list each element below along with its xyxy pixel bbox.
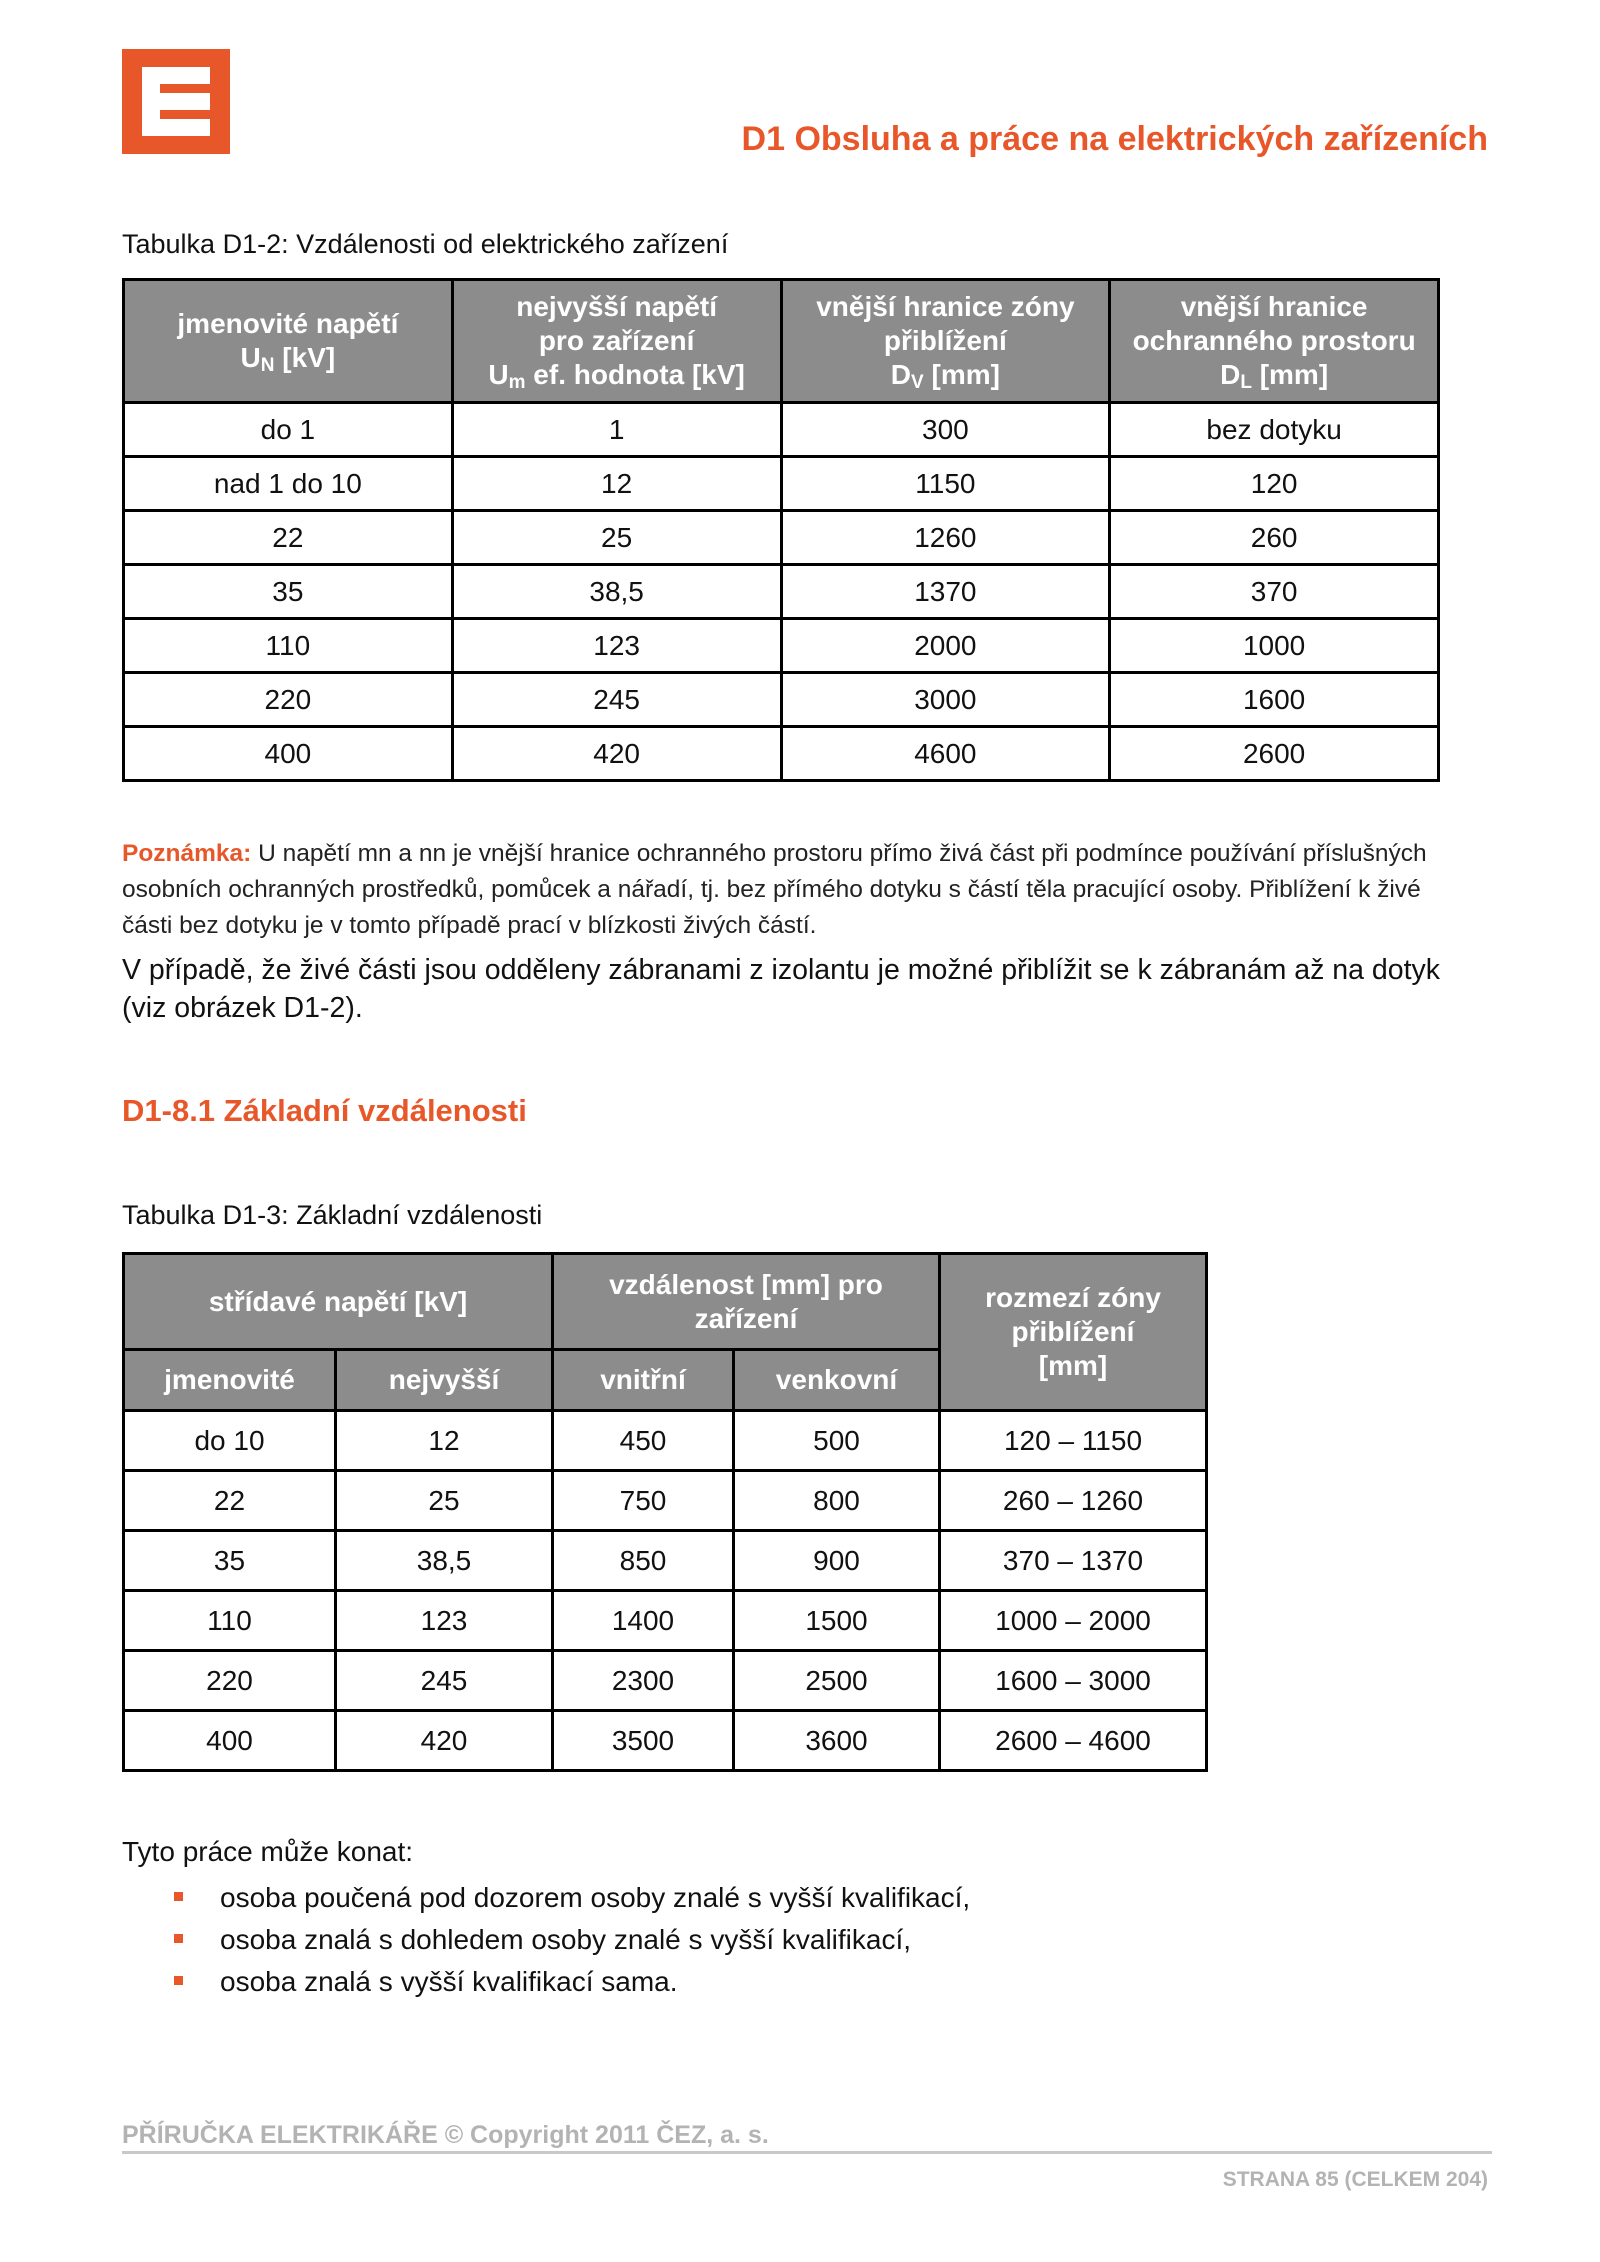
- table-cell: 400: [124, 1711, 336, 1771]
- table-header-row: [124, 280, 1439, 403]
- table-cell: 110: [124, 619, 453, 673]
- table-cell: 120 – 1150: [940, 1411, 1207, 1471]
- table-cell: 300: [781, 403, 1110, 457]
- table-header-row: [124, 1254, 1207, 1350]
- table-cell: 25: [452, 511, 781, 565]
- table-cell: 260 – 1260: [940, 1471, 1207, 1531]
- header-highest-voltage: nejvyšší napětí pro zařízení $U_m$ ef. hodnota [kV]: [452, 280, 781, 403]
- table-cell: 850: [553, 1531, 734, 1591]
- table2-caption: Tabulka D1-3: Základní vzdálenosti: [122, 1200, 543, 1230]
- table-cell: 1600 – 3000: [940, 1651, 1207, 1711]
- table-cell: 2500: [734, 1651, 940, 1711]
- table-cell: 1600: [1110, 673, 1439, 727]
- header-outdoor: venkovní: [734, 1350, 940, 1411]
- table-cell: 450: [553, 1411, 734, 1471]
- table-cell: 1500: [734, 1591, 940, 1651]
- table-row: [124, 1651, 1207, 1711]
- table-cell: 110: [124, 1591, 336, 1651]
- table-cell: 12: [452, 457, 781, 511]
- table1-caption: Tabulka D1-2: Vzdálenosti od elektrického zařízení: [122, 229, 729, 259]
- table-cell: 120: [1110, 457, 1439, 511]
- distance-table: [122, 278, 1440, 782]
- table-cell: 2000: [781, 619, 1110, 673]
- table-row: [124, 1411, 1207, 1471]
- table-cell: 35: [124, 1531, 336, 1591]
- table-row: [124, 1711, 1207, 1771]
- table-row: [124, 1531, 1207, 1591]
- footer-copyright: PŘÍRUČKA ELEKTRIKÁŘE © Copyright 2011 ČEZ, a. s.: [122, 2121, 769, 2149]
- document-title: D1 Obsluha a práce na elektrických zařízeních: [741, 120, 1488, 158]
- footer-page-number: STRANA 85 (CELKEM 204): [1222, 2168, 1488, 2191]
- table-cell: 1000: [1110, 619, 1439, 673]
- table-cell: 420: [336, 1711, 553, 1771]
- table-cell: 3500: [553, 1711, 734, 1771]
- table-cell: 400: [124, 727, 453, 781]
- qualification-list: [170, 1877, 970, 2003]
- basic-distance-table: [122, 1252, 1208, 1772]
- note-text: U napětí mn a nn je vnější hranice ochranného prostoru přímo živá část při podmínce používání příslušných osobních ochranných prostředků, pomůcek a nářadí, tj. bez přímého dotyku s částí těla pracující osoby. Přiblížení k živé části bez dotyku je v tomto případě prací v blízkosti živých částí.: [122, 840, 1427, 939]
- list-item: osoba znalá s dohledem osoby znalé s vyšší kvalifikací,: [170, 1919, 970, 1961]
- bullet-square-icon: [174, 1976, 183, 1985]
- header-approach-zone: vnější hranice zóny přiblížení $D_V$ [mm]: [781, 280, 1110, 403]
- table-cell: 4600: [781, 727, 1110, 781]
- table-cell: do 1: [124, 403, 453, 457]
- table-cell: 1400: [553, 1591, 734, 1651]
- table-cell: 22: [124, 1471, 336, 1531]
- section-heading: D1-8.1 Základní vzdálenosti: [122, 1093, 527, 1128]
- table-cell: 1150: [781, 457, 1110, 511]
- table-cell: 38,5: [452, 565, 781, 619]
- header-nominal: jmenovité: [124, 1350, 336, 1411]
- table-cell: 420: [452, 727, 781, 781]
- table-cell: 123: [336, 1591, 553, 1651]
- table-cell: nad 1 do 10: [124, 457, 453, 511]
- list-item: osoba znalá s vyšší kvalifikací sama.: [170, 1961, 970, 2003]
- table-cell: 12: [336, 1411, 553, 1471]
- table-cell: 2600 – 4600: [940, 1711, 1207, 1771]
- note-paragraph: [122, 836, 1452, 944]
- table-row: [124, 1591, 1207, 1651]
- table-cell: 370 – 1370: [940, 1531, 1207, 1591]
- header-distance: vzdálenost [mm] pro zařízení: [553, 1254, 940, 1350]
- table-cell: 1260: [781, 511, 1110, 565]
- table-cell: 38,5: [336, 1531, 553, 1591]
- table-cell: 22: [124, 511, 453, 565]
- table-cell: 245: [452, 673, 781, 727]
- table-cell: 220: [124, 673, 453, 727]
- table-cell: 1: [452, 403, 781, 457]
- table-cell: 35: [124, 565, 453, 619]
- table-cell: 370: [1110, 565, 1439, 619]
- header-indoor: vnitřní: [553, 1350, 734, 1411]
- table-cell: 1370: [781, 565, 1110, 619]
- table-cell: 3000: [781, 673, 1110, 727]
- table-cell: 800: [734, 1471, 940, 1531]
- table-cell: 260: [1110, 511, 1439, 565]
- table-cell: 750: [553, 1471, 734, 1531]
- header-protective-space: vnější hranice ochranného prostoru $D_L$ [mm]: [1110, 280, 1439, 403]
- bullet-square-icon: [174, 1892, 183, 1901]
- table-cell: 3600: [734, 1711, 940, 1771]
- table-row: [124, 403, 1439, 457]
- table-cell: do 10: [124, 1411, 336, 1471]
- table-row: [124, 619, 1439, 673]
- table-cell: 2600: [1110, 727, 1439, 781]
- table-row: [124, 457, 1439, 511]
- table-row: [124, 727, 1439, 781]
- header-ac-voltage: střídavé napětí [kV]: [124, 1254, 553, 1350]
- footer-divider: [122, 2151, 1492, 2154]
- list-intro: Tyto práce může konat:: [122, 1836, 414, 1867]
- table-cell: 900: [734, 1531, 940, 1591]
- table-cell: 245: [336, 1651, 553, 1711]
- table-cell: 123: [452, 619, 781, 673]
- table-row: [124, 565, 1439, 619]
- cez-logo: [122, 49, 230, 154]
- header-highest: nejvyšší: [336, 1350, 553, 1411]
- table-cell: bez dotyku: [1110, 403, 1439, 457]
- list-item: osoba poučená pod dozorem osoby znalé s vyšší kvalifikací,: [170, 1877, 970, 1919]
- table-row: [124, 1471, 1207, 1531]
- table-cell: 1000 – 2000: [940, 1591, 1207, 1651]
- table-cell: 2300: [553, 1651, 734, 1711]
- table-cell: 220: [124, 1651, 336, 1711]
- table-row: [124, 511, 1439, 565]
- table-cell: 500: [734, 1411, 940, 1471]
- note-label: Poznámka:: [122, 840, 252, 867]
- header-nominal-voltage: jmenovité napětí $U_N$ [kV]: [124, 280, 453, 403]
- table-row: [124, 673, 1439, 727]
- bullet-square-icon: [174, 1934, 183, 1943]
- header-zone-range: rozmezí zóny přiblížení [mm]: [940, 1254, 1207, 1411]
- body-paragraph: V případě, že živé části jsou odděleny zábranami z izolantu je možné přiblížit se k zábranám až na dotyk (viz obrázek D1-2).: [122, 954, 1441, 1024]
- table-cell: 25: [336, 1471, 553, 1531]
